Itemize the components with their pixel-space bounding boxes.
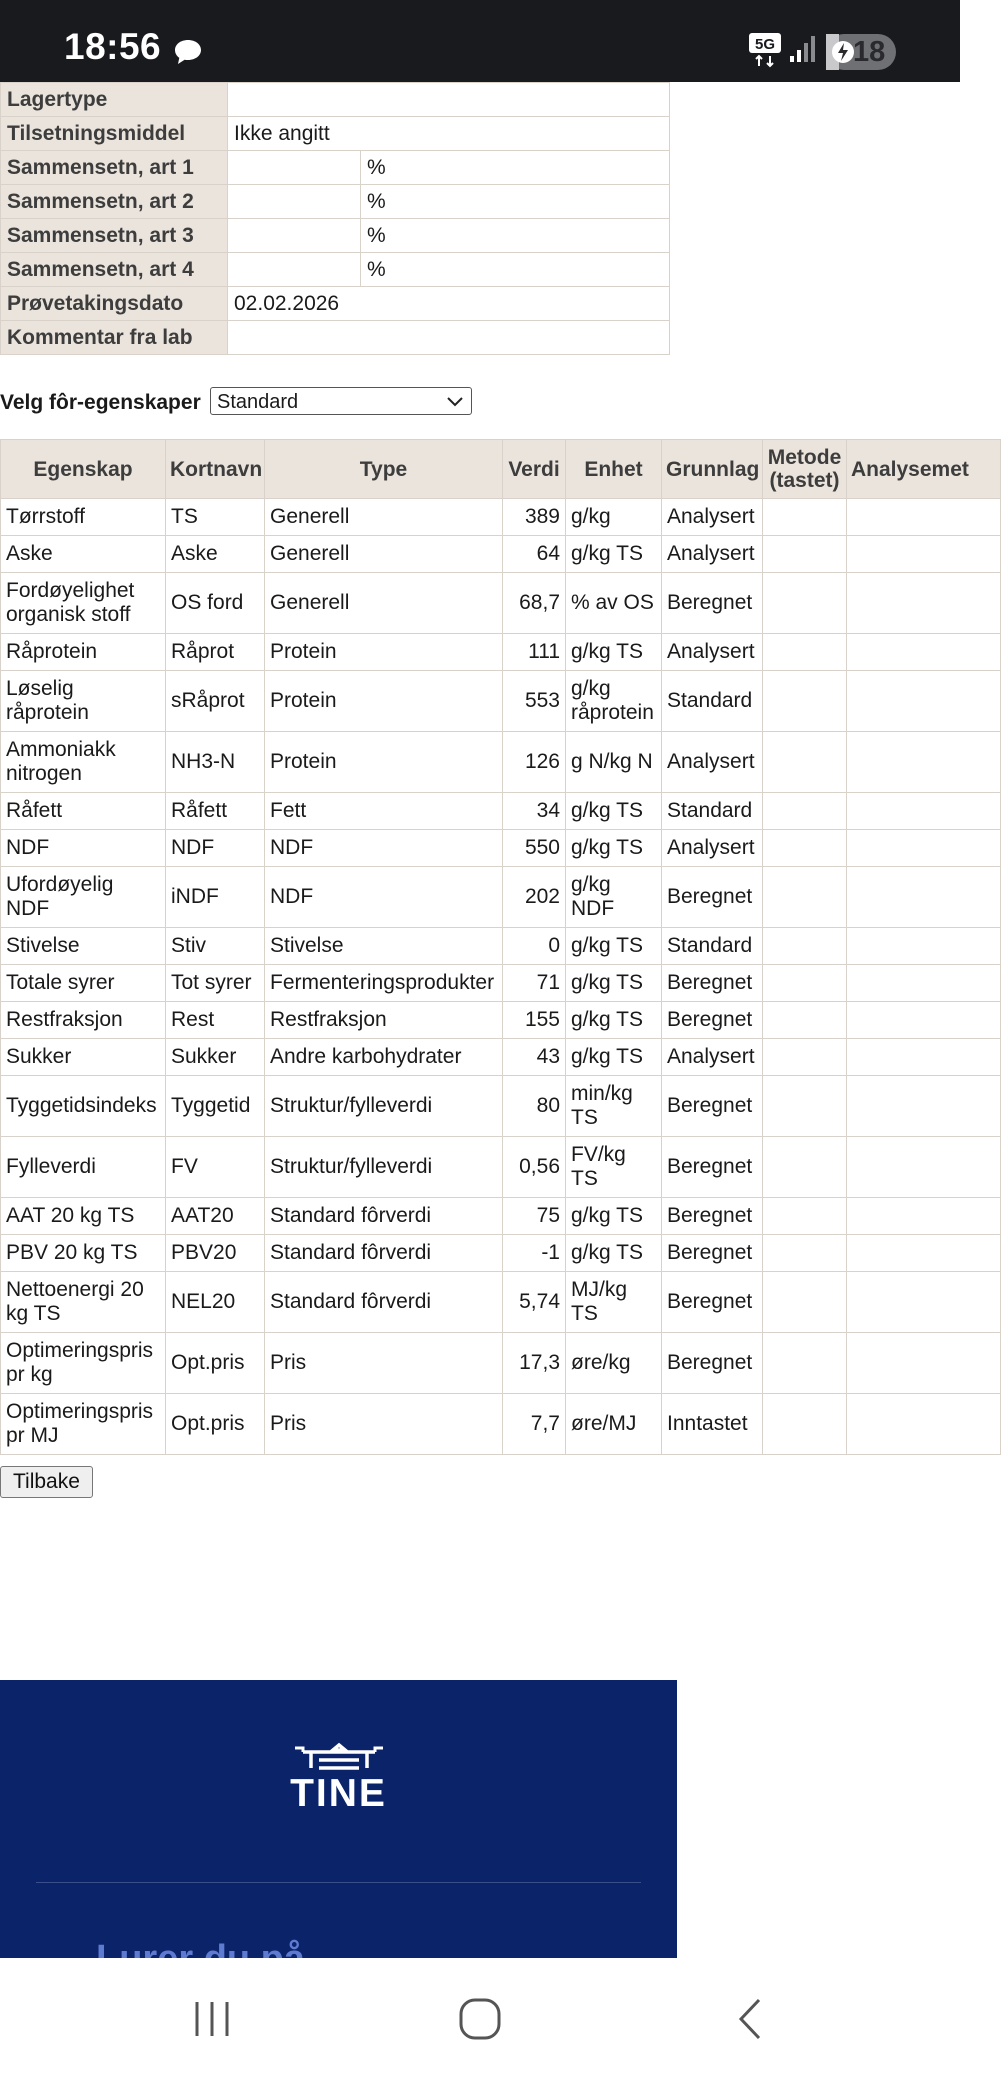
table-cell: 389 bbox=[503, 499, 566, 536]
table-cell: Struktur/fylleverdi bbox=[265, 1137, 503, 1198]
table-cell: Beregnet bbox=[662, 1137, 763, 1198]
table-cell: Stivelse bbox=[1, 928, 166, 965]
table-cell bbox=[847, 1198, 1001, 1235]
info-label: Tilsetningsmiddel bbox=[1, 117, 228, 151]
table-cell bbox=[763, 928, 847, 965]
column-header: Grunnlag bbox=[662, 440, 763, 499]
chevron-down-icon bbox=[447, 397, 463, 407]
table-cell: Analysert bbox=[662, 499, 763, 536]
table-cell: 71 bbox=[503, 965, 566, 1002]
table-cell: g/kg TS bbox=[566, 830, 662, 867]
table-cell: iNDF bbox=[166, 867, 265, 928]
table-row bbox=[1, 1394, 1001, 1455]
table-cell: Beregnet bbox=[662, 573, 763, 634]
table-cell: Råprot bbox=[166, 634, 265, 671]
tine-logo-text: TINE bbox=[290, 1772, 387, 1815]
column-header: Egenskap bbox=[1, 440, 166, 499]
info-label: Kommentar fra lab bbox=[1, 321, 228, 355]
info-label: Sammensetn, art 4 bbox=[1, 253, 228, 287]
table-cell: 111 bbox=[503, 634, 566, 671]
info-row bbox=[1, 287, 670, 321]
table-cell: g/kg TS bbox=[566, 965, 662, 1002]
column-header: Analysemet bbox=[847, 440, 1001, 499]
table-cell: Pris bbox=[265, 1394, 503, 1455]
table-cell: 17,3 bbox=[503, 1333, 566, 1394]
table-cell: Analysert bbox=[662, 536, 763, 573]
table-cell: NDF bbox=[1, 830, 166, 867]
table-cell: Inntastet bbox=[662, 1394, 763, 1455]
table-cell: min/kg TS bbox=[566, 1076, 662, 1137]
table-cell: NDF bbox=[265, 830, 503, 867]
svg-text:5G: 5G bbox=[754, 36, 776, 53]
info-value: 02.02.2026 bbox=[228, 287, 670, 321]
table-cell: 0,56 bbox=[503, 1137, 566, 1198]
table-cell: 155 bbox=[503, 1002, 566, 1039]
table-cell: 43 bbox=[503, 1039, 566, 1076]
table-cell: Beregnet bbox=[662, 1198, 763, 1235]
info-value: Ikke angitt bbox=[228, 117, 670, 151]
table-cell: Protein bbox=[265, 671, 503, 732]
table-cell bbox=[847, 830, 1001, 867]
table-row bbox=[1, 928, 1001, 965]
table-cell: FV/kg TS bbox=[566, 1137, 662, 1198]
table-cell bbox=[763, 536, 847, 573]
table-row bbox=[1, 536, 1001, 573]
table-cell: -1 bbox=[503, 1235, 566, 1272]
table-cell bbox=[847, 1235, 1001, 1272]
info-value bbox=[228, 321, 670, 355]
column-header: Type bbox=[265, 440, 503, 499]
table-cell: 553 bbox=[503, 671, 566, 732]
status-time: 18:56 bbox=[64, 26, 162, 67]
table-cell: TS bbox=[166, 499, 265, 536]
table-cell: Beregnet bbox=[662, 867, 763, 928]
table-cell bbox=[847, 1039, 1001, 1076]
info-value bbox=[228, 185, 361, 219]
table-cell: Fermenteringsprodukter bbox=[265, 965, 503, 1002]
table-cell bbox=[847, 1272, 1001, 1333]
table-cell bbox=[763, 1137, 847, 1198]
table-cell: Aske bbox=[166, 536, 265, 573]
table-cell: Ammoniakk nitrogen bbox=[1, 732, 166, 793]
table-cell: AAT 20 kg TS bbox=[1, 1198, 166, 1235]
table-cell: 7,7 bbox=[503, 1394, 566, 1455]
table-cell: g/kg TS bbox=[566, 634, 662, 671]
table-cell: 202 bbox=[503, 867, 566, 928]
feed-properties-table bbox=[0, 439, 1001, 1455]
table-cell: g N/kg N bbox=[566, 732, 662, 793]
table-row bbox=[1, 867, 1001, 928]
table-cell: Løselig råprotein bbox=[1, 671, 166, 732]
table-cell: Generell bbox=[265, 499, 503, 536]
table-cell: NH3-N bbox=[166, 732, 265, 793]
info-unit: % bbox=[361, 185, 670, 219]
table-cell: Sukker bbox=[1, 1039, 166, 1076]
footer-divider bbox=[36, 1882, 641, 1883]
table-cell: Standard bbox=[662, 928, 763, 965]
table-cell: Tot syrer bbox=[166, 965, 265, 1002]
table-row bbox=[1, 671, 1001, 732]
table-cell: NEL20 bbox=[166, 1272, 265, 1333]
battery-percent: 18 bbox=[853, 36, 886, 68]
table-cell: 5,74 bbox=[503, 1272, 566, 1333]
table-cell: Beregnet bbox=[662, 1076, 763, 1137]
table-cell: 80 bbox=[503, 1076, 566, 1137]
table-cell: g/kg NDF bbox=[566, 867, 662, 928]
table-cell: g/kg TS bbox=[566, 1198, 662, 1235]
table-cell: Optimeringspris pr MJ bbox=[1, 1394, 166, 1455]
table-cell: g/kg TS bbox=[566, 1235, 662, 1272]
table-cell bbox=[847, 732, 1001, 793]
table-cell: g/kg bbox=[566, 499, 662, 536]
table-cell: øre/kg bbox=[566, 1333, 662, 1394]
table-cell: Tyggetidsindeks bbox=[1, 1076, 166, 1137]
table-cell: Standard fôrverdi bbox=[265, 1272, 503, 1333]
info-row bbox=[1, 83, 670, 117]
column-header: Kortnavn bbox=[166, 440, 265, 499]
table-cell: NDF bbox=[166, 830, 265, 867]
table-cell: Struktur/fylleverdi bbox=[265, 1076, 503, 1137]
table-cell: % av OS bbox=[566, 573, 662, 634]
table-cell: AAT20 bbox=[166, 1198, 265, 1235]
table-cell: 550 bbox=[503, 830, 566, 867]
back-icon[interactable] bbox=[732, 1996, 766, 2042]
table-cell: NDF bbox=[265, 867, 503, 928]
table-cell: Fylleverdi bbox=[1, 1137, 166, 1198]
table-cell: Opt.pris bbox=[166, 1333, 265, 1394]
table-cell: Beregnet bbox=[662, 1272, 763, 1333]
info-value bbox=[228, 151, 361, 185]
table-row bbox=[1, 965, 1001, 1002]
table-cell: Generell bbox=[265, 573, 503, 634]
system-nav-bar bbox=[0, 1958, 960, 2080]
feed-properties-label: Velg fôr-egenskaper bbox=[0, 391, 201, 414]
table-cell bbox=[763, 499, 847, 536]
info-value bbox=[228, 253, 361, 287]
info-unit: % bbox=[361, 219, 670, 253]
table-cell: MJ/kg TS bbox=[566, 1272, 662, 1333]
table-cell bbox=[847, 928, 1001, 965]
table-cell: 64 bbox=[503, 536, 566, 573]
table-cell: Fett bbox=[265, 793, 503, 830]
column-header: Enhet bbox=[566, 440, 662, 499]
table-cell bbox=[847, 1333, 1001, 1394]
table-cell: 68,7 bbox=[503, 573, 566, 634]
table-cell bbox=[763, 1076, 847, 1137]
table-cell bbox=[763, 1394, 847, 1455]
table-cell: Beregnet bbox=[662, 1002, 763, 1039]
table-cell bbox=[847, 536, 1001, 573]
table-row bbox=[1, 573, 1001, 634]
table-cell bbox=[763, 1333, 847, 1394]
table-cell bbox=[847, 965, 1001, 1002]
table-cell: g/kg TS bbox=[566, 1039, 662, 1076]
table-cell: Standard bbox=[662, 793, 763, 830]
table-cell bbox=[763, 965, 847, 1002]
info-row bbox=[1, 151, 670, 185]
info-label: Prøvetakingsdato bbox=[1, 287, 228, 321]
table-cell: Analysert bbox=[662, 1039, 763, 1076]
table-cell: 0 bbox=[503, 928, 566, 965]
table-cell: g/kg TS bbox=[566, 793, 662, 830]
table-cell bbox=[847, 499, 1001, 536]
info-label: Sammensetn, art 3 bbox=[1, 219, 228, 253]
tine-footer bbox=[0, 1680, 677, 1958]
table-row bbox=[1, 1137, 1001, 1198]
table-cell: Beregnet bbox=[662, 1333, 763, 1394]
table-cell: Beregnet bbox=[662, 1235, 763, 1272]
table-cell bbox=[763, 830, 847, 867]
table-row bbox=[1, 1333, 1001, 1394]
signal-icon bbox=[788, 34, 818, 64]
table-cell: Stiv bbox=[166, 928, 265, 965]
table-cell: sRåprot bbox=[166, 671, 265, 732]
table-cell bbox=[763, 573, 847, 634]
table-cell bbox=[847, 793, 1001, 830]
feed-properties-selector-row bbox=[0, 386, 201, 420]
table-cell: Analysert bbox=[662, 830, 763, 867]
tine-logo-icon bbox=[289, 1742, 389, 1774]
table-cell: g/kg råprotein bbox=[566, 671, 662, 732]
table-row bbox=[1, 830, 1001, 867]
table-row bbox=[1, 1076, 1001, 1137]
table-cell: Sukker bbox=[166, 1039, 265, 1076]
column-header: Metode (tastet) bbox=[763, 440, 847, 499]
info-value bbox=[228, 83, 670, 117]
table-cell: PBV 20 kg TS bbox=[1, 1235, 166, 1272]
feed-properties-selected: Standard bbox=[217, 391, 299, 413]
table-cell: Tyggetid bbox=[166, 1076, 265, 1137]
info-value bbox=[228, 219, 361, 253]
table-row bbox=[1, 1235, 1001, 1272]
table-cell bbox=[763, 671, 847, 732]
table-cell: Nettoenergi 20 kg TS bbox=[1, 1272, 166, 1333]
chat-bubble-icon bbox=[172, 37, 204, 67]
info-unit: % bbox=[361, 253, 670, 287]
5g-icon bbox=[748, 32, 782, 68]
info-row bbox=[1, 185, 670, 219]
table-cell: 126 bbox=[503, 732, 566, 793]
info-label: Lagertype bbox=[1, 83, 228, 117]
table-cell: Opt.pris bbox=[166, 1394, 265, 1455]
table-cell: Råprotein bbox=[1, 634, 166, 671]
table-cell: Standard fôrverdi bbox=[265, 1198, 503, 1235]
sample-info-table bbox=[0, 82, 670, 355]
table-cell: Rest bbox=[166, 1002, 265, 1039]
table-row bbox=[1, 1039, 1001, 1076]
table-cell: Aske bbox=[1, 536, 166, 573]
table-cell: Fordøyelighet organisk stoff bbox=[1, 573, 166, 634]
table-cell bbox=[847, 1002, 1001, 1039]
table-cell: Stivelse bbox=[265, 928, 503, 965]
info-row bbox=[1, 321, 670, 355]
table-row bbox=[1, 1198, 1001, 1235]
table-cell: 34 bbox=[503, 793, 566, 830]
table-cell bbox=[763, 1272, 847, 1333]
home-icon[interactable] bbox=[458, 1996, 502, 2042]
table-row bbox=[1, 499, 1001, 536]
table-cell: Beregnet bbox=[662, 965, 763, 1002]
table-cell: Analysert bbox=[662, 732, 763, 793]
table-cell bbox=[847, 573, 1001, 634]
table-cell: Andre karbohydrater bbox=[265, 1039, 503, 1076]
table-row bbox=[1, 634, 1001, 671]
table-cell: Protein bbox=[265, 634, 503, 671]
table-cell bbox=[763, 1002, 847, 1039]
table-cell: Standard bbox=[662, 671, 763, 732]
charging-bolt-icon bbox=[832, 39, 854, 65]
table-cell: FV bbox=[166, 1137, 265, 1198]
table-cell bbox=[763, 1198, 847, 1235]
footer-heading-partial bbox=[96, 1942, 386, 1958]
info-label: Sammensetn, art 1 bbox=[1, 151, 228, 185]
battery-icon bbox=[826, 34, 896, 70]
table-cell: g/kg TS bbox=[566, 536, 662, 573]
table-cell bbox=[847, 1394, 1001, 1455]
table-row bbox=[1, 1002, 1001, 1039]
table-cell: Råfett bbox=[166, 793, 265, 830]
table-cell: Generell bbox=[265, 536, 503, 573]
table-cell bbox=[847, 867, 1001, 928]
table-cell: Standard fôrverdi bbox=[265, 1235, 503, 1272]
info-row bbox=[1, 253, 670, 287]
feed-properties-select[interactable] bbox=[210, 387, 472, 415]
column-header: Verdi bbox=[503, 440, 566, 499]
table-cell: Restfraksjon bbox=[265, 1002, 503, 1039]
table-cell bbox=[763, 867, 847, 928]
table-cell bbox=[847, 1076, 1001, 1137]
table-cell bbox=[763, 1039, 847, 1076]
info-row bbox=[1, 117, 670, 151]
table-row bbox=[1, 1272, 1001, 1333]
table-row bbox=[1, 793, 1001, 830]
table-cell: Ufordøyelig NDF bbox=[1, 867, 166, 928]
table-cell bbox=[763, 732, 847, 793]
table-cell: Tørrstoff bbox=[1, 499, 166, 536]
table-cell: Råfett bbox=[1, 793, 166, 830]
table-cell: Optimeringspris pr kg bbox=[1, 1333, 166, 1394]
table-cell bbox=[847, 671, 1001, 732]
table-cell bbox=[763, 634, 847, 671]
table-cell: g/kg TS bbox=[566, 1002, 662, 1039]
table-cell: Protein bbox=[265, 732, 503, 793]
back-button[interactable]: Tilbake bbox=[0, 1466, 93, 1498]
info-unit: % bbox=[361, 151, 670, 185]
table-cell: Restfraksjon bbox=[1, 1002, 166, 1039]
table-cell: Totale syrer bbox=[1, 965, 166, 1002]
table-cell: Analysert bbox=[662, 634, 763, 671]
table-cell: 75 bbox=[503, 1198, 566, 1235]
info-label: Sammensetn, art 2 bbox=[1, 185, 228, 219]
table-cell: øre/MJ bbox=[566, 1394, 662, 1455]
status-bar bbox=[0, 0, 960, 82]
table-cell bbox=[763, 1235, 847, 1272]
table-cell bbox=[847, 634, 1001, 671]
table-cell: Pris bbox=[265, 1333, 503, 1394]
table-cell: PBV20 bbox=[166, 1235, 265, 1272]
table-cell bbox=[847, 1137, 1001, 1198]
info-row bbox=[1, 219, 670, 253]
table-row bbox=[1, 732, 1001, 793]
recent-apps-icon[interactable] bbox=[192, 1996, 232, 2042]
table-cell: g/kg TS bbox=[566, 928, 662, 965]
table-cell bbox=[763, 793, 847, 830]
table-cell: OS ford bbox=[166, 573, 265, 634]
